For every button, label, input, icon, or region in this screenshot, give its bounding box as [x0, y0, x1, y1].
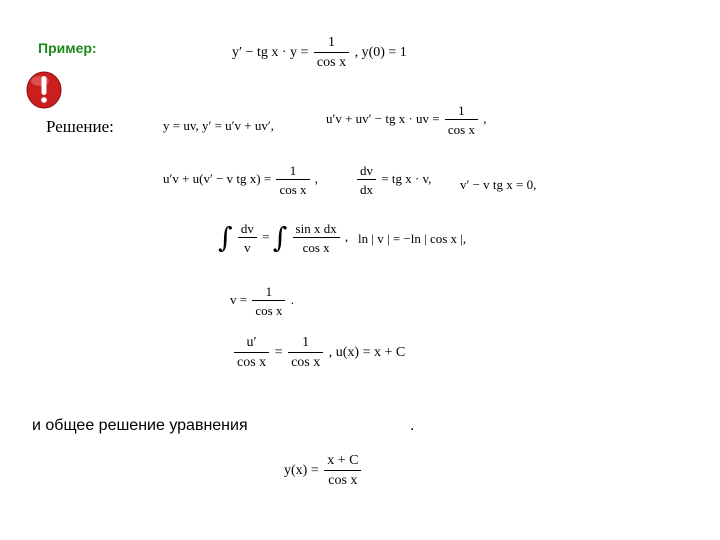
- v-eq-num: 1: [252, 285, 285, 301]
- group-eq-num: 1: [276, 164, 309, 180]
- solution-label: Решение:: [46, 117, 114, 136]
- substitution-equation: y = uv, y′ = u′v + uv′,: [163, 118, 274, 133]
- separable-equation: [355, 164, 431, 196]
- deriv-eq-lhs: u′v + uv′ − tg x · uv =: [326, 110, 440, 126]
- u-eq-tail: , u(x) = x + C: [328, 345, 406, 361]
- int-right-den: cos x: [302, 240, 330, 255]
- exclamation-icon: [26, 69, 62, 109]
- integral-equation: [218, 222, 348, 254]
- v-eq-tail: .: [290, 291, 294, 307]
- sep-eq-num: dv: [357, 164, 376, 180]
- u-eq-left-fraction: [234, 336, 269, 370]
- final-eq-fraction: [324, 454, 361, 488]
- group-eq-den: cos x: [279, 182, 307, 197]
- int-right-num: sin x dx: [293, 222, 340, 238]
- u-eq-right-fraction: [288, 336, 323, 370]
- deriv-eq-tail: ,: [483, 110, 487, 126]
- sep-eq-rhs: = tg x · v,: [381, 170, 432, 186]
- deriv-eq-den: cos x: [447, 122, 475, 137]
- final-eq-num: x + C: [324, 454, 361, 471]
- main-eq-condition: , y(0) = 1: [354, 45, 407, 61]
- v-eq-fraction: [252, 285, 285, 317]
- u-eq-right-den: cos x: [291, 355, 321, 370]
- main-eq-den: cos x: [316, 55, 347, 70]
- int-left-num: dv: [238, 222, 257, 238]
- group-eq-lhs: u′v + u(v′ − v tg x) =: [163, 170, 272, 186]
- u-eq-sign: =: [274, 345, 283, 361]
- v-eq-lhs: v =: [230, 291, 248, 307]
- log-equation: ln | v | = −ln | cos x |,: [358, 231, 467, 246]
- int-right-fraction: [293, 222, 340, 254]
- v-eq-den: cos x: [255, 303, 283, 318]
- main-eq-fraction: [314, 36, 349, 70]
- main-eq-lhs: y′ − tg x · y =: [232, 45, 309, 61]
- example-heading: Пример:: [38, 40, 97, 56]
- final-eq-den: cos x: [328, 473, 358, 488]
- deriv-eq-num: 1: [445, 104, 478, 120]
- main-equation: [232, 36, 407, 70]
- group-eq-fraction: [276, 164, 309, 196]
- int-eq-sign: =: [262, 228, 270, 244]
- sep-eq-den: dx: [360, 182, 373, 197]
- deriv-eq-fraction: [445, 104, 478, 136]
- final-solution-equation: [284, 454, 363, 488]
- derivative-equation: [326, 104, 486, 136]
- u-eq-left-num: u′: [234, 336, 269, 353]
- grouped-equation: [163, 164, 318, 196]
- u-eq-left-den: cos x: [237, 355, 267, 370]
- u-equation: [232, 336, 405, 370]
- sep-eq-fraction: [357, 164, 376, 196]
- v-equation: [230, 285, 294, 317]
- main-eq-num: 1: [314, 36, 349, 53]
- u-eq-right-num: 1: [288, 336, 323, 353]
- int-left-fraction: [238, 222, 257, 254]
- trailing-period: .: [410, 417, 415, 434]
- integral-sign-left: ∫: [218, 221, 233, 254]
- int-left-den: v: [244, 240, 251, 255]
- general-solution-text: и общее решение уравнения: [32, 417, 248, 434]
- group-eq-tail: ,: [314, 170, 319, 186]
- integral-sign-right: ∫: [272, 221, 288, 254]
- homogeneous-equation: v′ − v tg x = 0,: [460, 177, 537, 192]
- final-eq-lhs: y(x) =: [284, 463, 319, 479]
- int-eq-tail: ,: [344, 228, 349, 244]
